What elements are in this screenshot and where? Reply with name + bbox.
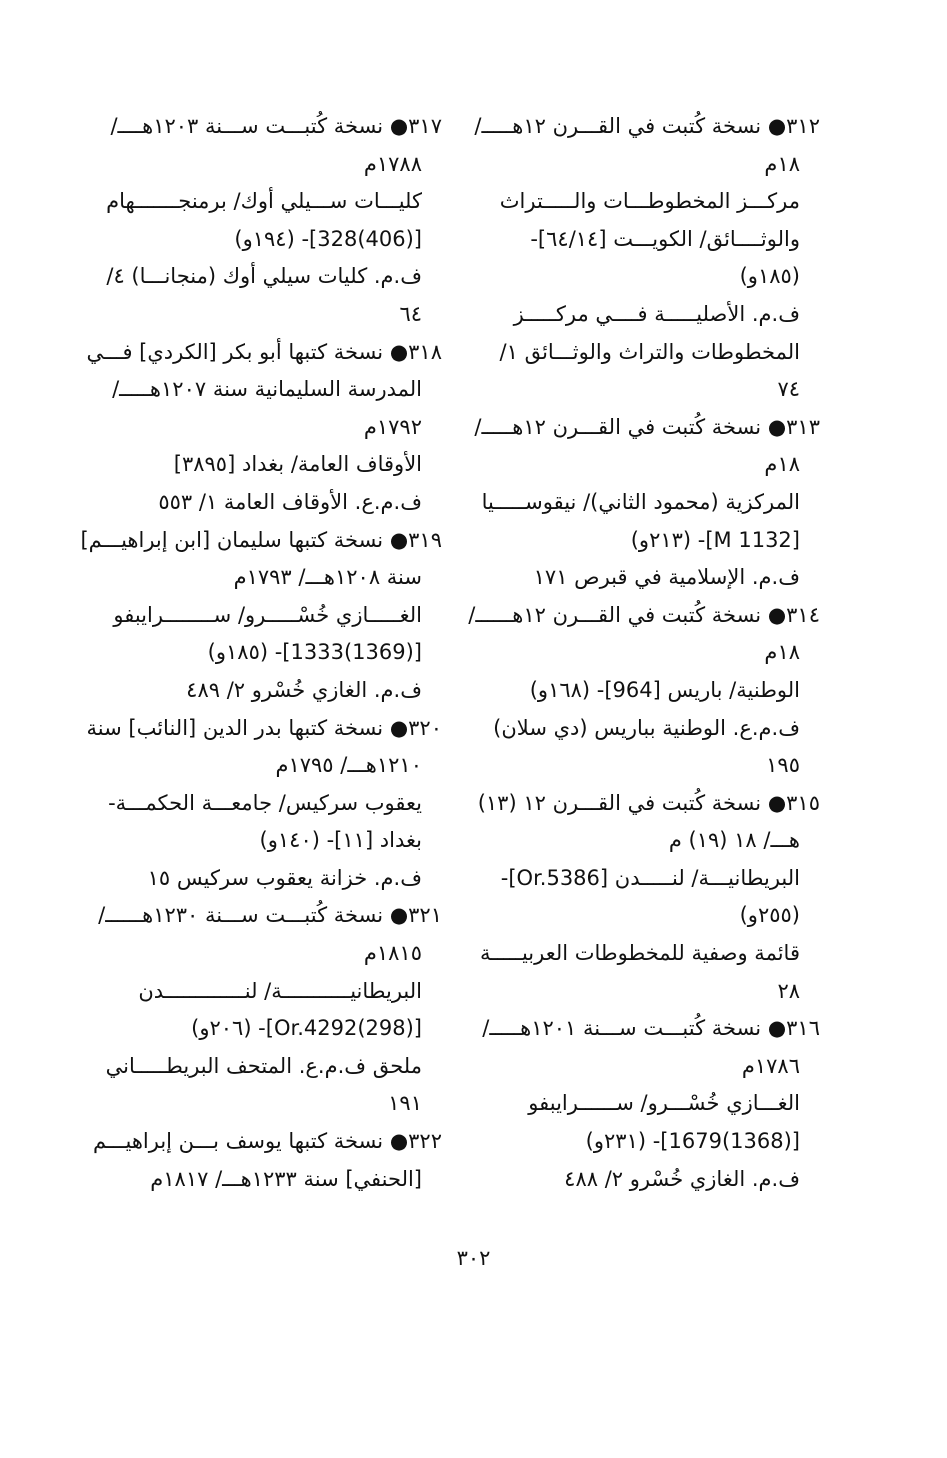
catalog-text-line: ١٢١٠هـــ/ ١٧٩٥م xyxy=(275,753,422,778)
catalog-text-line: (١٨٥و) xyxy=(739,264,800,289)
left-column xyxy=(80,108,442,1198)
catalog-text-line: [الحنفي] سنة ١٢٣٣هـــ/ ١٨١٧م xyxy=(150,1166,422,1191)
catalog-text-line: ملحق ف.م.ع. المتحف البريطـــــاني xyxy=(105,1053,422,1078)
page-number: ٣٠٢ xyxy=(456,1246,491,1270)
catalog-entry-line: ٣١٣● نسخة كُتبت في القـــرن ١٢هـــــ/ xyxy=(474,414,820,439)
catalog-text-line: [(298)Or.4292]- (٢٠٦و) xyxy=(191,1016,422,1041)
catalog-entry-line: ٣١٥● نسخة كُتبت في القـــرن ١٢ (١٣) xyxy=(477,790,820,815)
catalog-text-line: [(1369)1333]- (١٨٥و) xyxy=(207,640,422,665)
catalog-entry-line: ٣٢٢● نسخة كتبها يوسف بـــن إبراهيـــم xyxy=(93,1129,442,1154)
catalog-entry-line: ٣١٨● نسخة كتبها أبو بكر [الكردي] فـــي xyxy=(86,339,442,364)
catalog-text-line: بغداد [١١]- (١٤٠و) xyxy=(259,828,422,853)
catalog-text-line: سنة ١٢٠٨هـــ/ ١٧٩٣م xyxy=(233,565,422,590)
catalog-text-line: ١٨م xyxy=(764,151,800,176)
catalog-text-line: ف.م. الغازي خُسْرو ٢/ ٤٨٩ xyxy=(186,677,422,702)
catalog-text-line: كليـــات ســـيلي أوك/ برمنجـــــــهام xyxy=(106,189,422,214)
catalog-entry-line: ٣١٦● نسخة كُتبـــت ســـنة ١٢٠١هـــــ/ xyxy=(482,1016,820,1041)
catalog-text-line: (٢٥٥و) xyxy=(739,903,800,928)
catalog-text-line: ١٩١ xyxy=(388,1091,422,1116)
catalog-entry-line: ٣١٩● نسخة كتبها سليمان [ابن إبراهيـــم] xyxy=(80,527,442,552)
catalog-text-line: ١٨م xyxy=(764,452,800,477)
catalog-text-line: الأوقاف العامة/ بغداد [٣٨٩٥] xyxy=(173,452,422,477)
catalog-text-line: قائمة وصفية للمخطوطات العربيـــــة xyxy=(479,941,800,966)
catalog-text-line: ف.م. الإسلامية في قبرص ١٧١ xyxy=(533,565,800,590)
catalog-text-line: البريطانيـــة/ لنـــــدن [Or.5386]- xyxy=(500,865,800,890)
catalog-text-line: المخطوطات والتراث والوثـــائق ١/ xyxy=(499,339,800,364)
catalog-text-line: المدرسة السليمانية سنة ١٢٠٧هـــــ/ xyxy=(112,377,422,402)
catalog-entry-line: ٣٢٠● نسخة كتبها بدر الدين [النائب] سنة xyxy=(86,715,442,740)
catalog-text-line: ف.م. الغازي خُسْرو ٢/ ٤٨٨ xyxy=(564,1166,800,1191)
catalog-text-line: ٢٨ xyxy=(777,978,800,1003)
catalog-text-line: ١٧٨٨م xyxy=(363,151,422,176)
catalog-text-line: البريطانيـــــــــــة/ لنـــــــــــــدن xyxy=(138,978,422,1003)
catalog-entry-line: ٣١٧● نسخة كُتبـــت ســـنة ١٢٠٣هــــ/ xyxy=(110,114,442,138)
catalog-text-line: ١٧٩٢م xyxy=(363,414,422,439)
catalog-text-line: ف.م. خزانة يعقوب سركيس ١٥ xyxy=(147,865,422,890)
catalog-text-line: هـــ/ ١٨ (١٩) م xyxy=(668,828,800,853)
right-column xyxy=(468,108,820,1198)
catalog-text-line: ١٨١٥م xyxy=(363,941,422,966)
catalog-text-line: ٦٤ xyxy=(399,301,422,326)
catalog-entry-line: ٣١٢● نسخة كُتبت في القـــرن ١٢هـــــ/ xyxy=(474,114,820,138)
catalog-text-line: ١٩٥ xyxy=(766,753,800,778)
catalog-text-line: والوثــــائق/ الكويـــت [٦٤/١٤]- xyxy=(530,226,800,251)
catalog-text-line: [M 1132]- (٢١٣و) xyxy=(630,527,800,552)
catalog-text-line: [(1368)1679]- (٢٣١و) xyxy=(585,1129,800,1154)
catalog-text-line: مركـــز المخطوطـــات والـــــتراث xyxy=(499,189,800,214)
catalog-text-line: ف.م. الأصليـــــة فــــي مركـــــز xyxy=(513,301,800,326)
catalog-text-line: ١٧٨٦م xyxy=(741,1053,800,1078)
catalog-text-line: الغـــازي خُسْـــرو/ ســــــرايبفو xyxy=(528,1091,800,1116)
catalog-entry-line: ٣٢١● نسخة كُتبـــت ســـنة ١٢٣٠هــــــ/ xyxy=(98,903,442,928)
catalog-text-line: الغـــــازي خُسْـــــرو/ ســــــــرايبفو xyxy=(113,602,422,627)
catalog-text-line: ف.م.ع. الأوقاف العامة ١/ ٥٥٣ xyxy=(158,489,422,514)
catalog-text-line: المركزية (محمود الثاني)/ نيقوســـــيا xyxy=(481,489,800,514)
catalog-text-line: ١٨م xyxy=(764,640,800,665)
catalog-text-line: ف.م. كليات سيلي أوك (منجانـــا) ٤/ xyxy=(106,264,422,289)
catalog-text-line: الوطنية/ باريس [964]- (١٦٨و) xyxy=(529,677,800,702)
catalog-text-line: يعقوب سركيس/ جامعـــة الحكمـــة- xyxy=(108,790,422,815)
catalog-text-line: ف.م.ع. الوطنية بباريس (دي سلان) xyxy=(493,715,800,740)
catalog-text-line: [(406)328]- (١٩٤و) xyxy=(234,226,422,251)
catalog-text-line: ٧٤ xyxy=(777,377,800,402)
catalog-entry-line: ٣١٤● نسخة كُتبت في القـــرن ١٢هــــــ/ xyxy=(468,602,820,627)
